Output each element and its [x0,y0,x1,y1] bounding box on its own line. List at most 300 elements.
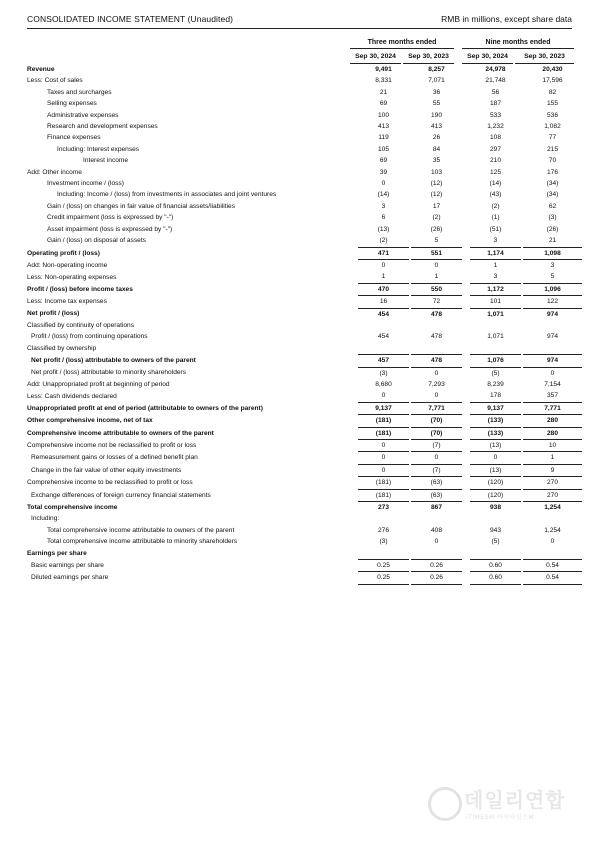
row-value: 0.25 [358,572,409,584]
row-value: 9,491 [375,66,392,73]
row-value: 69 [379,157,388,165]
table-row [27,167,582,178]
row-value: 82 [548,88,557,96]
table-row [27,343,582,355]
spacer [462,379,470,390]
row-label: Net profit / (loss) [27,310,80,318]
spacer [462,343,470,355]
row-value: 0 [381,261,386,269]
row-value: 454 [377,333,389,341]
table-row [27,402,582,414]
spacer [350,308,358,320]
table-row [27,536,582,547]
spacer [350,355,358,367]
table-row [27,224,582,235]
spacer [462,402,470,414]
row-value: 943 [489,526,501,534]
row-value: 297 [489,145,501,153]
table-row [27,355,582,367]
row-value: (43) [489,191,502,199]
table-row [27,427,582,439]
table-row [27,367,582,379]
spacer [462,283,470,295]
row-label: Less: Income tax expenses [27,298,107,306]
row-value [358,548,409,560]
row-value: 1,172 [470,283,521,295]
row-value [358,320,409,331]
spacer [350,98,358,109]
row-value: 1 [493,261,498,269]
spacer [462,144,470,155]
row-value: 0 [381,454,386,462]
table-row [27,439,582,451]
row-value: 7,154 [544,380,561,388]
row-label: Gain / (loss) on changes in fair value of financial assets/liabilities [47,202,236,210]
spacer [350,189,358,200]
table-row [27,477,582,489]
table-row [27,271,582,283]
spacer [462,331,470,342]
row-value: 0 [434,538,439,546]
table-row [27,235,582,247]
row-label: Gain / (loss) on disposal of assets [47,237,146,245]
spacer [350,144,358,155]
row-value: 974 [523,308,582,320]
column-header: Sep 30, 2023 [403,53,454,64]
row-value: (70) [411,415,462,427]
income-statement-table [27,64,582,585]
row-value [411,320,462,331]
row-value: 190 [430,111,442,119]
row-value: 10 [523,439,582,451]
row-value: 7,771 [523,402,582,414]
row-value: 103 [430,168,442,176]
spacer [462,224,470,235]
row-value: 551 [411,247,462,259]
spacer [462,536,470,547]
row-label: Exchange differences of foreign currency financial statements [31,491,211,499]
row-value: 178 [489,392,501,400]
row-value: 280 [523,415,582,427]
row-label: Finance expenses [47,134,101,142]
row-value: 0.26 [411,560,462,572]
table-row [27,212,582,223]
spacer [462,320,470,331]
row-value: 0 [493,454,498,462]
row-label: Net profit / (loss) attributable to owners of the parent [31,357,196,365]
spacer [350,247,358,259]
row-value: 0 [434,454,439,462]
spacer [350,331,358,342]
row-value: 0.60 [470,560,521,572]
row-value: (120) [470,477,521,489]
row-label: Asset impairment (loss is expressed by "-") [47,225,173,233]
row-value: 470 [358,283,409,295]
watermark-subtext: iTIMESM 아이타임즈M [466,814,535,821]
table-row [27,178,582,189]
spacer [350,75,358,86]
spacer [350,477,358,489]
row-value: 5 [550,273,555,281]
row-value: (5) [491,369,500,377]
row-label: Classified by continuity of operations [27,321,135,329]
watermark-circle-icon [428,787,462,821]
spacer [350,572,358,584]
row-value: 84 [432,145,441,153]
row-value: 26 [432,134,441,142]
table-row [27,379,582,390]
row-value [470,548,521,560]
table-row [27,560,582,572]
row-value: 1 [550,454,555,462]
table-row [27,331,582,342]
table-row [27,513,582,524]
row-value: 100 [377,111,389,119]
spacer [462,259,470,271]
row-value: 454 [358,308,409,320]
spacer [462,178,470,189]
spacer [462,355,470,367]
row-value [523,343,582,355]
spacer [350,464,358,476]
row-value: 270 [523,489,582,501]
row-value: 3 [493,273,498,281]
row-value: 478 [411,355,462,367]
row-value: 0.26 [411,572,462,584]
row-value: 69 [379,100,388,108]
row-value [470,513,521,524]
row-label: Total comprehensive income [27,503,118,511]
row-value: 0 [358,439,409,451]
spacer [350,548,358,560]
row-value: 210 [489,157,501,165]
row-value: 72 [432,298,441,306]
row-value: 5 [434,237,439,245]
row-value: 270 [523,477,582,489]
row-value: (13) [470,464,521,476]
row-value: 155 [546,100,558,108]
group-three-months: Three months ended [350,39,454,49]
spacer [350,560,358,572]
table-row [27,144,582,155]
row-value: 457 [358,355,409,367]
row-value: 7,071 [428,77,445,85]
column-header: Sep 30, 2024 [462,53,513,64]
table-row [27,320,582,331]
row-value: (12) [430,180,443,188]
spacer [350,259,358,271]
spacer [350,178,358,189]
unit-note: RMB in millions, except share data [441,14,572,24]
spacer [350,452,358,464]
row-value: 867 [430,504,442,512]
row-value: 533 [489,111,501,119]
spacer [462,560,470,572]
spacer [462,525,470,536]
spacer [350,390,358,402]
row-label: Administrative expenses [47,111,119,119]
spacer [462,427,470,439]
row-value: 1 [434,273,439,281]
spacer [462,235,470,247]
row-value: (120) [470,489,521,501]
row-value: 70 [548,157,557,165]
column-header: Sep 30, 2024 [350,53,401,64]
spacer [350,502,358,514]
row-value: 0 [434,369,439,377]
spacer [462,548,470,560]
row-value: 471 [358,247,409,259]
row-label: Add: Unappropriated profit at beginning of period [27,380,170,388]
row-value: 1,254 [544,526,561,534]
spacer [462,439,470,451]
row-value: 1,076 [470,355,521,367]
row-value: 974 [546,333,558,341]
row-value: 413 [430,123,442,131]
row-value: 62 [548,202,557,210]
table-row [27,525,582,536]
spacer [462,477,470,489]
spacer [350,235,358,247]
table-row [27,189,582,200]
row-value: 21 [548,237,557,245]
row-label: Profit / (loss) from continuing operations [31,333,148,341]
row-label: Total comprehensive income attributable to minority shareholders [47,538,238,546]
spacer [350,415,358,427]
row-value: (34) [546,180,559,188]
row-value: 9,137 [470,402,521,414]
row-value: 273 [377,504,389,512]
row-value: (181) [358,489,409,501]
row-label: Less: Non-operating expenses [27,273,117,281]
row-value: 3 [381,202,386,210]
row-value: 0 [434,261,439,269]
row-value: 0 [381,180,386,188]
spacer [350,64,358,75]
table-row [27,296,582,308]
row-value: 8,331 [375,77,392,85]
row-value: (3) [548,214,557,222]
spacer [350,439,358,451]
row-value: 974 [523,355,582,367]
row-value [411,513,462,524]
row-value: 3 [550,261,555,269]
spacer [350,283,358,295]
row-label: Unappropriated profit at end of period (attributable to owners of the parent) [27,404,263,412]
row-value: 413 [377,123,389,131]
row-value: (7) [411,439,462,451]
table-row [27,259,582,271]
spacer [462,64,470,75]
row-value: 1,082 [544,123,561,131]
row-label: Taxes and surcharges [47,88,112,96]
spacer [350,367,358,379]
spacer [462,296,470,308]
row-value: (181) [358,415,409,427]
spacer [462,201,470,212]
row-label: Including: [31,515,60,523]
spacer [462,390,470,402]
row-label: Research and development expenses [47,123,158,131]
row-label: Remeasurement gains or losses of a defined benefit plan [31,454,198,462]
row-label: Revenue [27,66,55,73]
spacer [462,415,470,427]
row-label: Comprehensive income not be reclassified to profit or loss [27,441,197,449]
row-value: 125 [489,168,501,176]
row-value: 0.54 [523,572,582,584]
row-value: (2) [432,214,441,222]
row-value: 1,071 [487,333,504,341]
statement-header [27,14,572,29]
row-value: (133) [470,415,521,427]
row-label: Profit / (loss) before income taxes [27,285,133,293]
table-row [27,308,582,320]
row-value [470,320,521,331]
row-value: 478 [411,308,462,320]
row-value: 105 [377,145,389,153]
row-value: 0 [434,392,439,400]
row-value: 0.25 [358,560,409,572]
row-label: Total comprehensive income attributable to owners of the parent [47,526,235,534]
row-label: Basic earnings per share [31,562,104,570]
spacer [350,379,358,390]
row-value: (14) [377,191,390,199]
row-value: (26) [430,225,443,233]
row-value: 3 [493,237,498,245]
row-value: (7) [411,464,462,476]
row-value [411,343,462,355]
spacer [462,464,470,476]
row-value: 21,748 [485,77,506,85]
row-value: 35 [432,157,441,165]
spacer [462,367,470,379]
row-value: 1,098 [523,247,582,259]
row-value: 1,071 [470,308,521,320]
spacer [462,247,470,259]
spacer [350,402,358,414]
row-value: 39 [379,168,388,176]
row-value: (14) [489,180,502,188]
row-value: 8,239 [487,380,504,388]
column-header: Sep 30, 2023 [515,53,574,64]
spacer [350,212,358,223]
row-label: Classified by ownership [27,344,97,352]
row-label: Investment income / (loss) [47,180,124,188]
row-value: 276 [377,526,389,534]
row-label: Selling expenses [47,100,97,108]
spacer [350,271,358,283]
row-label: Less: Cash dividends declared [27,392,117,400]
table-row [27,415,582,427]
row-label: Earnings per share [27,549,87,557]
row-value: 0 [381,392,386,400]
row-value: 1,254 [544,504,561,512]
spacer [350,296,358,308]
row-value [358,343,409,355]
spacer [462,452,470,464]
row-value [470,343,521,355]
spacer [350,525,358,536]
row-value: 77 [548,134,557,142]
table-row [27,155,582,166]
statement-title: CONSOLIDATED INCOME STATEMENT (Unaudited) [27,14,234,24]
spacer [462,513,470,524]
table-row [27,201,582,212]
row-value: (12) [430,191,443,199]
spacer [350,155,358,166]
row-label: Including: Income / (loss) from investments in associates and joint ventures [57,191,277,199]
row-label: Diluted earnings per share [31,574,109,582]
row-value: 8,257 [428,66,445,73]
table-row [27,132,582,143]
row-value: (181) [358,477,409,489]
spacer [350,224,358,235]
table-row [27,247,582,259]
row-label: Credit impairment (loss is expressed by "-") [47,214,174,222]
table-row [27,548,582,560]
row-value: (13) [470,439,521,451]
spacer [350,110,358,121]
spacer [350,132,358,143]
row-label: Operating profit / (loss) [27,249,100,257]
spacer [462,155,470,166]
table-row [27,110,582,121]
watermark-text: 데일리연합 [464,788,566,812]
row-value: 0 [358,464,409,476]
row-label: Net profit / (loss) attributable to minority shareholders [31,369,187,377]
spacer [462,189,470,200]
row-value: 1 [381,273,386,281]
row-value [358,513,409,524]
group-nine-months: Nine months ended [462,39,574,49]
spacer [350,167,358,178]
row-label: Other comprehensive income, net of tax [27,417,153,425]
row-value: 176 [546,168,558,176]
row-value: (26) [546,225,559,233]
row-value: 17 [432,202,441,210]
spacer [350,121,358,132]
row-value: (63) [411,477,462,489]
spacer [462,502,470,514]
table-row [27,121,582,132]
row-value: 9 [523,464,582,476]
table-row [27,283,582,295]
row-value: (51) [489,225,502,233]
row-value: 478 [430,333,442,341]
row-value [523,320,582,331]
table-row [27,464,582,476]
row-value: (1) [491,214,500,222]
spacer [462,271,470,283]
spacer [350,489,358,501]
table-row [27,98,582,109]
spacer [462,572,470,584]
row-value: (63) [411,489,462,501]
row-value: 7,293 [428,380,445,388]
row-value: 56 [491,88,500,96]
row-value: 187 [489,100,501,108]
table-row [27,87,582,98]
spacer [350,536,358,547]
spacer [462,98,470,109]
row-value: 6 [381,214,386,222]
row-value: 1,096 [523,283,582,295]
spacer [462,87,470,98]
row-value: 16 [379,298,388,306]
row-value: 1,174 [470,247,521,259]
row-value: 0 [550,369,555,377]
row-value: 280 [523,427,582,439]
